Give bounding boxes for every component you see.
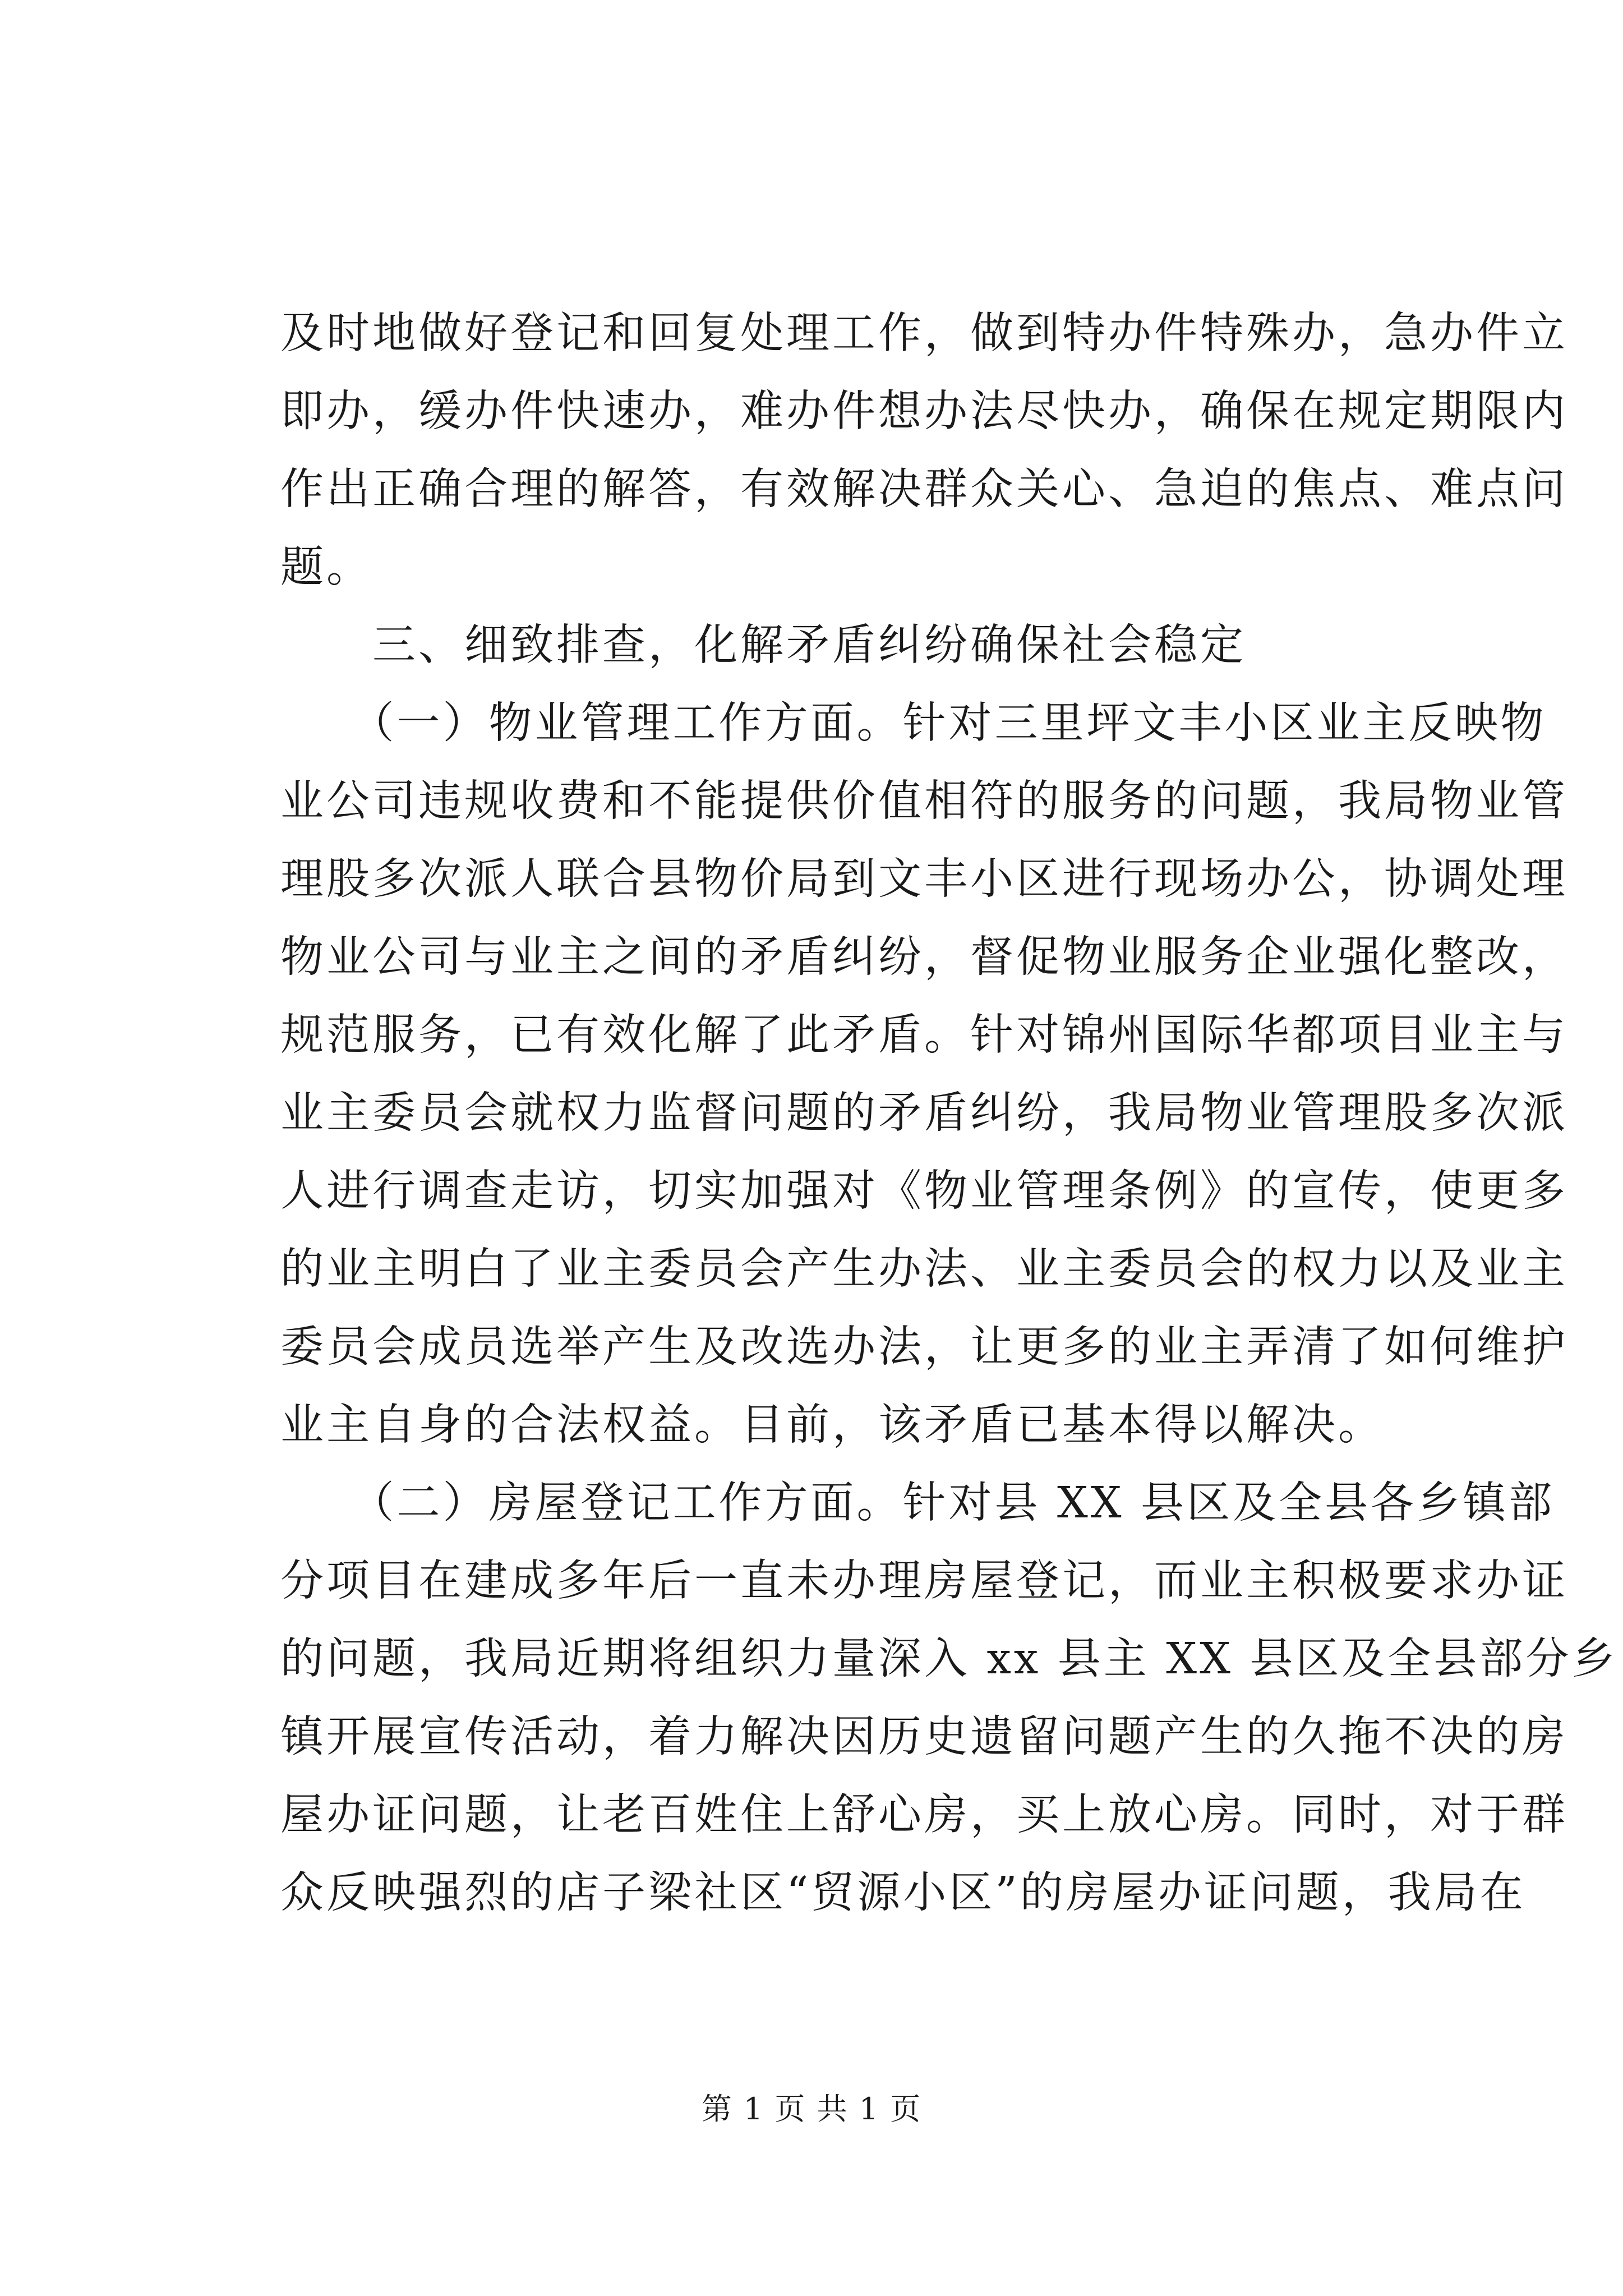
- text-line: 镇开展宣传活动，着力解决因历史遗留问题产生的久拖不决的房: [280, 1712, 1568, 1762]
- text-line: （一）物业管理工作方面。针对三里坪文丰小区业主反映物: [280, 698, 1547, 748]
- text-line: 委员会成员选举产生及改选办法，让更多的业主弄清了如何维护: [280, 1322, 1568, 1372]
- section-heading: 三、细致排查，化解矛盾纠纷确保社会稳定: [280, 620, 1246, 670]
- text-line: 众反映强烈的店子梁社区“贸源小区”的房屋办证问题，我局在: [280, 1868, 1526, 1918]
- text-line: 即办，缓办件快速办，难办件想办法尽快办，确保在规定期限内: [280, 386, 1568, 436]
- text-line: 业主自身的合法权益。目前，该矛盾已基本得以解决。: [280, 1400, 1384, 1450]
- text-line: 分项目在建成多年后一直未办理房屋登记，而业主积极要求办证: [280, 1556, 1568, 1606]
- page-number-footer: 第 1 页 共 1 页: [701, 2091, 922, 2127]
- text-line: （二）房屋登记工作方面。针对县 XX 县区及全县各乡镇部: [280, 1478, 1555, 1528]
- text-line: 屋办证问题，让老百姓住上舒心房，买上放心房。同时，对于群: [280, 1790, 1568, 1840]
- text-line: 理股多次派人联合县物价局到文丰小区进行现场办公，协调处理: [280, 854, 1568, 904]
- text-line: 及时地做好登记和回复处理工作，做到特办件特殊办，急办件立: [280, 309, 1568, 358]
- text-line: 业主委员会就权力监督问题的矛盾纠纷，我局物业管理股多次派: [280, 1088, 1568, 1138]
- text-line: 规范服务，已有效化解了此矛盾。针对锦州国际华都项目业主与: [280, 1010, 1568, 1060]
- text-line: 的问题，我局近期将组织力量深入 xx 县主 XX 县区及全县部分乡: [280, 1634, 1618, 1684]
- text-line: 题。: [280, 542, 372, 592]
- text-line: 人进行调查走访，切实加强对《物业管理条例》的宣传，使更多: [280, 1166, 1568, 1216]
- text-line: 作出正确合理的解答，有效解决群众关心、急迫的焦点、难点问: [280, 464, 1568, 514]
- document-body: [280, 295, 1618, 1932]
- text-line: 的业主明白了业主委员会产生办法、业主委员会的权力以及业主: [280, 1244, 1568, 1294]
- text-line: 业公司违规收费和不能提供价值相符的服务的问题，我局物业管: [280, 776, 1568, 826]
- text-line: 物业公司与业主之间的矛盾纠纷，督促物业服务企业强化整改，: [280, 932, 1568, 982]
